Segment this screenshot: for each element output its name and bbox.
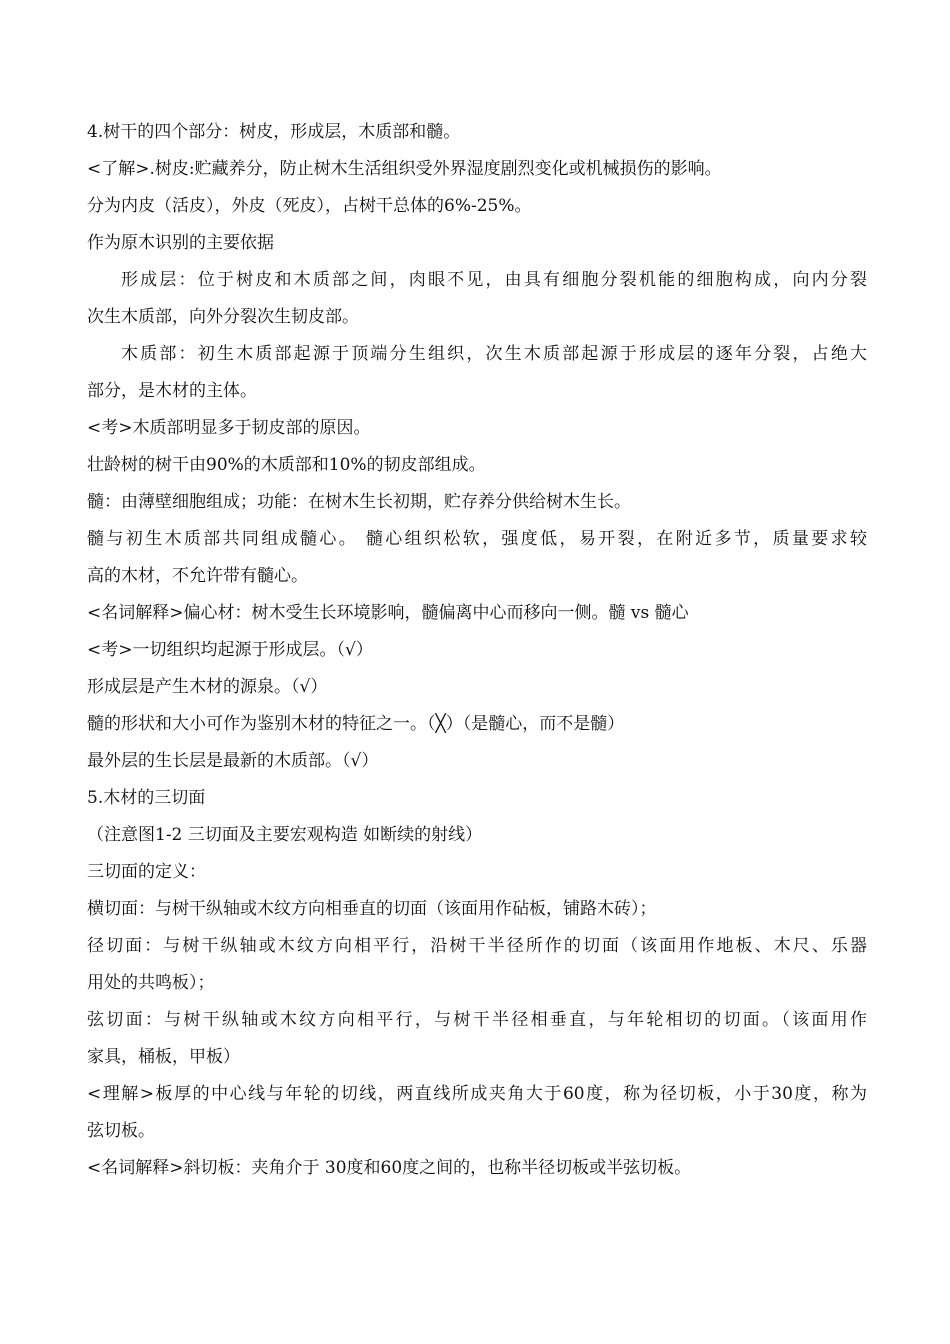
text-line: 弦切板。 xyxy=(87,1121,155,1141)
text-line: <名词解释>偏心材：树木受生长环境影响，髓偏离中心而移向一侧。髓 vs 髓心 xyxy=(87,603,689,623)
text-line: <考>木质部明显多于韧皮部的原因。 xyxy=(87,418,371,438)
text-line: 弦切面：与树干纵轴或木纹方向相平行，与树干半径相垂直，与年轮相切的切面。（该面用作 xyxy=(87,1010,867,1030)
text-line: 形成层是产生木材的源泉。（√） xyxy=(87,677,328,697)
text-line: 形成层：位于树皮和木质部之间，肉眼不见，由具有细胞分裂机能的细胞构成，向内分裂 xyxy=(121,270,867,290)
section-heading-three-sections: 5.木材的三切面 xyxy=(87,788,206,808)
document-page xyxy=(87,114,867,1187)
text-line: 径切面：与树干纵轴或木纹方向相平行，沿树干半径所作的切面（该面用作地板、木尺、乐器 xyxy=(87,936,867,956)
text-line: 分为内皮（活皮），外皮（死皮），占树干总体的6%-25%。 xyxy=(87,196,532,216)
text-line: 次生木质部，向外分裂次生韧皮部。 xyxy=(87,307,359,327)
text-line: 髓：由薄壁细胞组成；功能：在树木生长初期，贮存养分供给树木生长。 xyxy=(87,492,631,512)
text-line: 最外层的生长层是最新的木质部。（√） xyxy=(87,751,379,771)
text-line: 髓的形状和大小可作为鉴别木材的特征之一。（╳）（是髓心，而不是髓） xyxy=(87,714,625,734)
text-line: 部分，是木材的主体。 xyxy=(87,381,257,401)
text-line: 横切面：与树干纵轴或木纹方向相垂直的切面（该面用作砧板，铺路木砖）； xyxy=(87,899,657,919)
text-line: <考>一切组织均起源于形成层。（√） xyxy=(87,640,373,660)
text-line: <理解>板厚的中心线与年轮的切线，两直线所成夹角大于60度，称为径切板，小于30度，称为 xyxy=(87,1084,867,1104)
text-line: 家具，桶板，甲板） xyxy=(87,1047,240,1067)
text-line: （注意图1-2 三切面及主要宏观构造 如断续的射线） xyxy=(87,825,483,845)
text-line: 木质部：初生木质部起源于顶端分生组织，次生木质部起源于形成层的逐年分裂，占绝大 xyxy=(121,344,867,364)
text-line: <了解>.树皮:贮藏养分，防止树木生活组织受外界湿度剧烈变化或机械损伤的影响。 xyxy=(87,159,722,179)
text-line: 高的木材，不允许带有髓心。 xyxy=(87,566,308,586)
text-line: 壮龄树的树干由90%的木质部和10%的韧皮部组成。 xyxy=(87,455,486,475)
text-line: 髓与初生木质部共同组成髓心。 髓心组织松软，强度低，易开裂，在附近多节，质量要求较 xyxy=(87,529,867,549)
text-line: 用处的共鸣板）； xyxy=(87,973,215,993)
section-heading-trunk-parts: 4.树干的四个部分：树皮，形成层，木质部和髓。 xyxy=(87,122,461,142)
text-line: 作为原木识别的主要依据 xyxy=(87,233,274,253)
text-line: <名词解释>斜切板：夹角介于 30度和60度之间的，也称半径切板或半弦切板。 xyxy=(87,1158,692,1178)
text-line: 三切面的定义： xyxy=(87,862,206,882)
